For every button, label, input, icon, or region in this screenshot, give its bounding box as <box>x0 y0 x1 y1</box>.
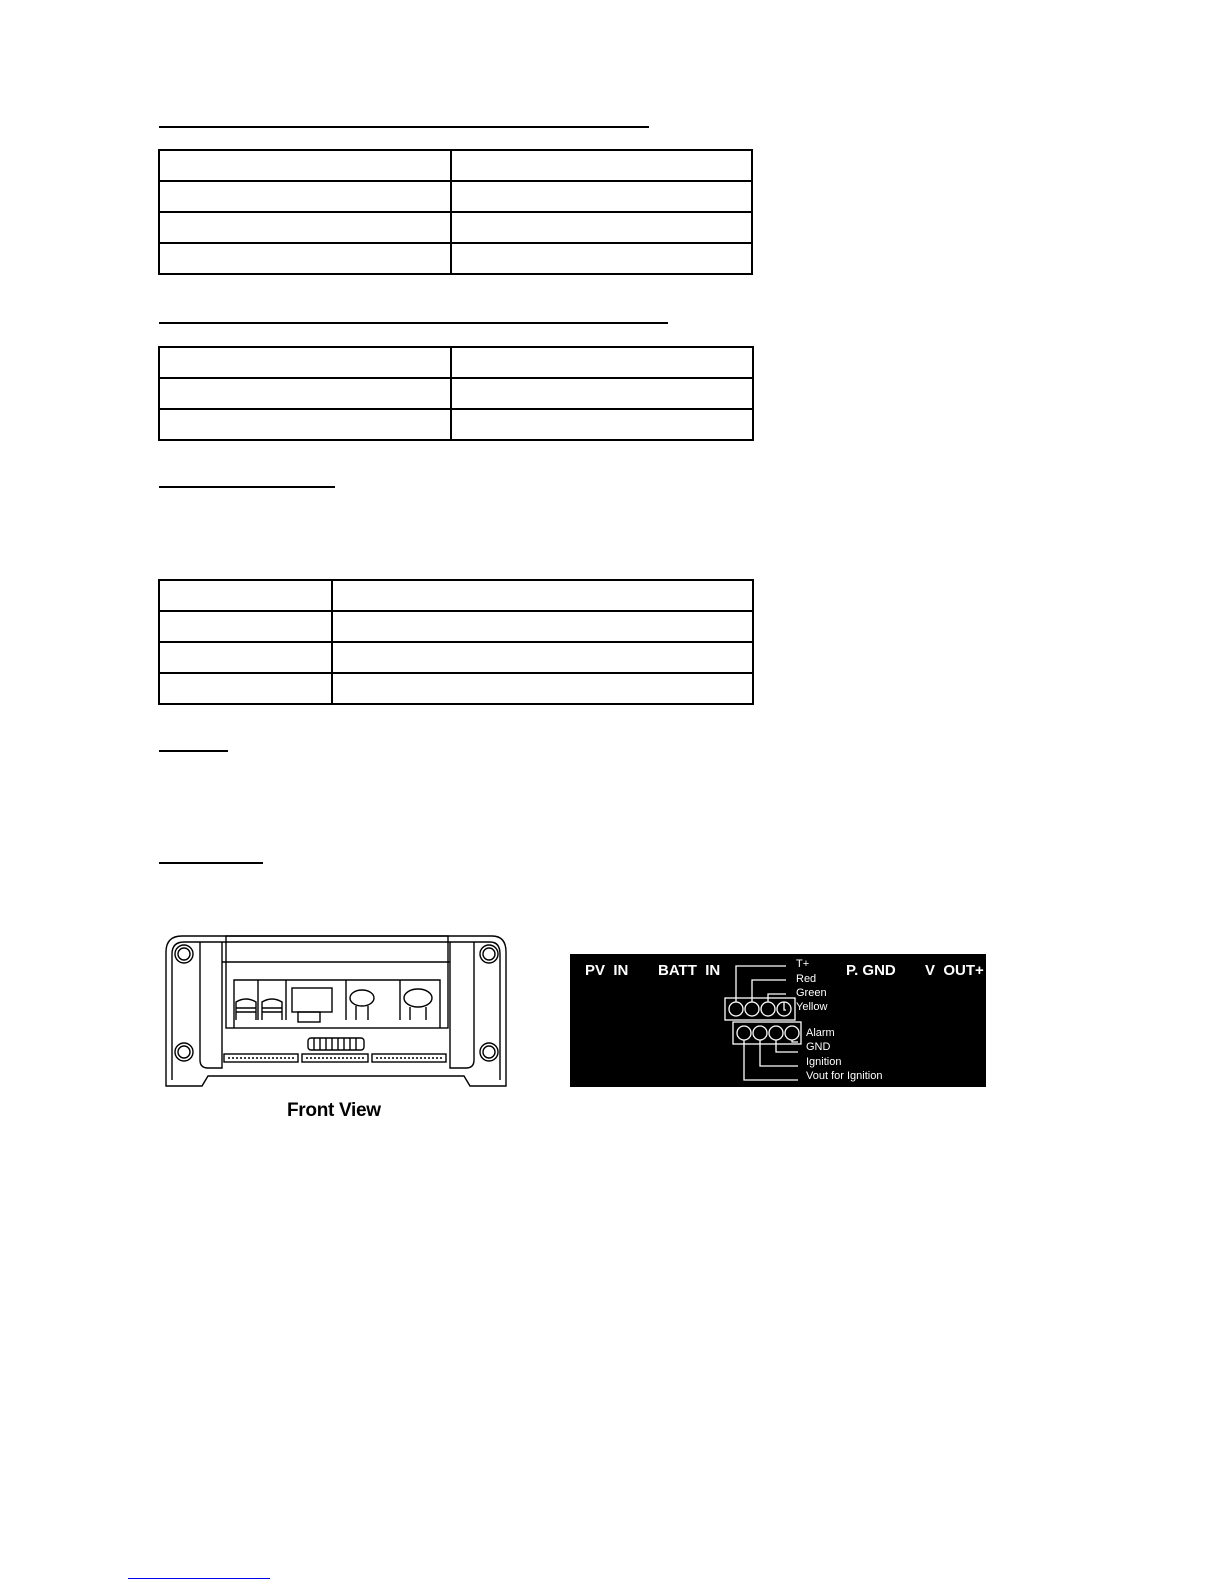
pin-label-t-plus: T+ <box>796 958 810 970</box>
pin-label-gnd: GND <box>806 1041 831 1053</box>
pin-label-red: Red <box>796 973 817 985</box>
table-row <box>159 150 752 181</box>
table-row <box>159 347 753 378</box>
table-cell <box>451 347 753 378</box>
table-cell <box>159 150 451 181</box>
table-cell <box>159 378 451 409</box>
table-row <box>159 611 753 642</box>
front-view-caption: Front View <box>287 1100 381 1121</box>
table-cell <box>159 347 451 378</box>
table-cell <box>451 212 752 243</box>
table-row <box>159 673 753 704</box>
table-cell <box>159 642 332 673</box>
table-3 <box>158 579 754 705</box>
connector-pin-diagram <box>570 954 986 1087</box>
table-row <box>159 409 753 440</box>
section-4-heading-underline <box>159 750 228 752</box>
terminal-label-panel <box>570 954 986 1087</box>
table-cell <box>451 150 752 181</box>
pin-label-alarm: Alarm <box>806 1027 835 1039</box>
pin-label-ignition: Ignition <box>806 1056 842 1068</box>
table-cell <box>451 243 752 274</box>
pin-label-yellow: Yellow <box>796 1001 828 1013</box>
pv-in-label: PV IN <box>585 962 629 979</box>
section-2-heading-underline <box>159 322 668 324</box>
table-cell <box>332 673 753 704</box>
table-cell <box>159 673 332 704</box>
table-1 <box>158 149 753 275</box>
v-out-label: V OUT+ <box>925 962 984 979</box>
table-cell <box>451 378 753 409</box>
table-row <box>159 580 753 611</box>
table-cell <box>332 642 753 673</box>
pin-label-vout-for-ignition: Vout for Ignition <box>806 1070 883 1082</box>
table-cell <box>159 181 451 212</box>
p-gnd-label: P. GND <box>846 962 896 979</box>
table-cell <box>159 409 451 440</box>
controller-front-view-drawing <box>160 928 512 1098</box>
section-3-heading-underline <box>159 486 335 488</box>
table-cell <box>159 611 332 642</box>
section-1-heading-underline <box>159 126 649 128</box>
batt-in-label: BATT IN <box>658 962 721 979</box>
footer-link-underline[interactable] <box>128 1578 270 1579</box>
table-row <box>159 212 752 243</box>
table-row <box>159 181 752 212</box>
table-row <box>159 243 752 274</box>
table-cell <box>159 212 451 243</box>
table-cell <box>451 181 752 212</box>
table-row <box>159 642 753 673</box>
section-5-heading-underline <box>159 862 263 864</box>
pin-label-green: Green <box>796 987 827 999</box>
table-cell <box>159 243 451 274</box>
table-2 <box>158 346 754 441</box>
table-cell <box>159 580 332 611</box>
table-cell <box>332 580 753 611</box>
table-cell <box>332 611 753 642</box>
table-row <box>159 378 753 409</box>
table-cell <box>451 409 753 440</box>
